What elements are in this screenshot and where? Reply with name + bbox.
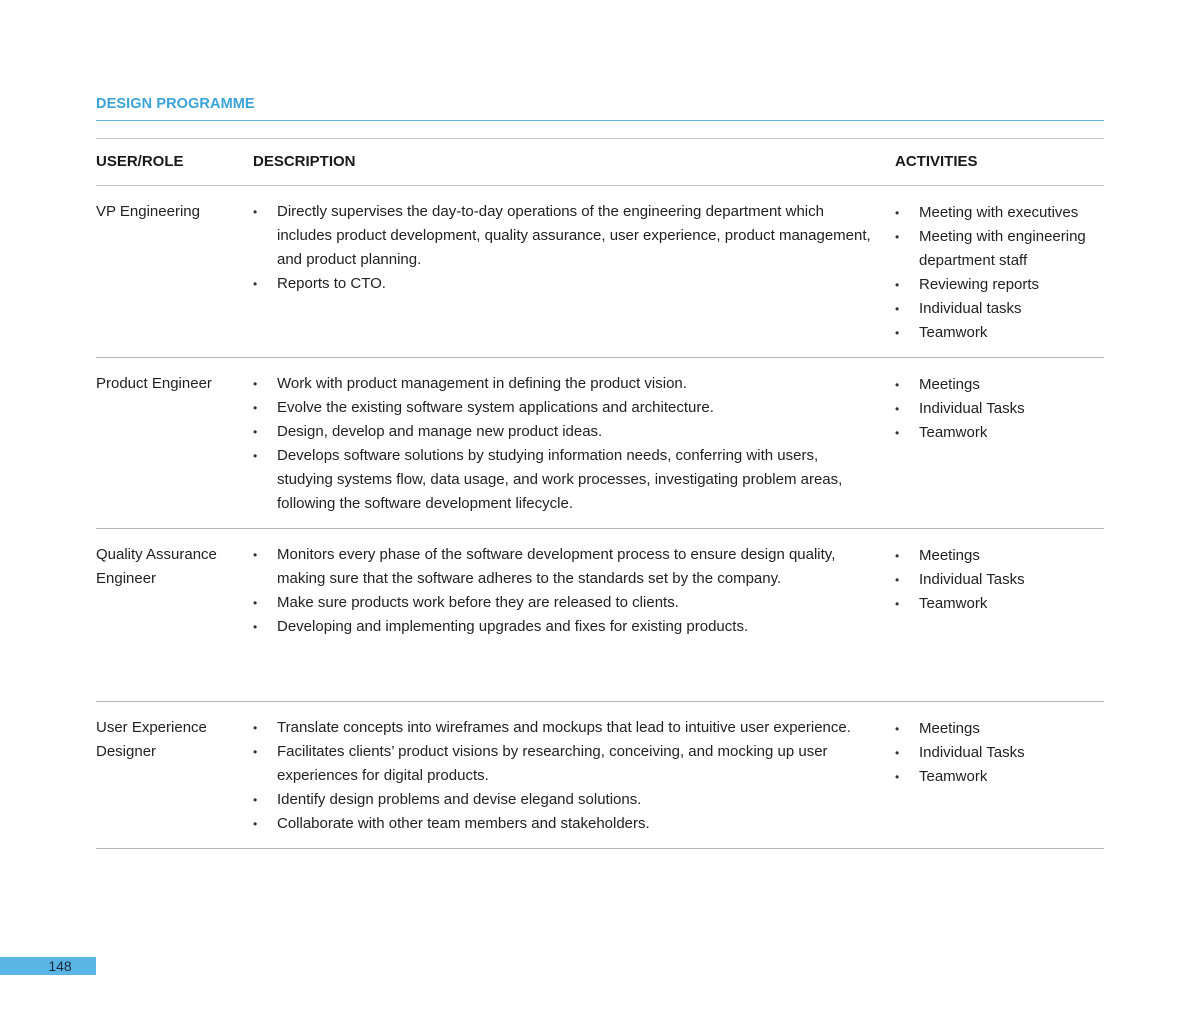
page-number bbox=[0, 957, 96, 975]
activities-list bbox=[895, 201, 1104, 345]
header-description: DESCRIPTION bbox=[253, 139, 895, 186]
description-item: • Work with product management in defining the product vision. bbox=[253, 372, 895, 396]
role-cell: VP Engineering bbox=[96, 186, 253, 358]
table-row bbox=[96, 529, 1104, 702]
activity-item: • Teamwork bbox=[895, 321, 1104, 345]
header-activities: ACTIVITIES bbox=[895, 139, 1104, 186]
activity-item: • Meetings bbox=[895, 544, 1104, 568]
description-cell bbox=[253, 529, 895, 702]
activity-item: • Individual tasks bbox=[895, 297, 1104, 321]
description-item: • Reports to CTO. bbox=[253, 272, 895, 296]
section-title: DESIGN PROGRAMME bbox=[96, 96, 255, 112]
description-item: • Facilitates clients’ product visions by researching, conceiving, and mocking up user experiences for digital products. bbox=[253, 740, 895, 788]
description-cell bbox=[253, 186, 895, 358]
description-item: • Evolve the existing software system applications and architecture. bbox=[253, 396, 895, 420]
activities-cell bbox=[895, 186, 1104, 358]
description-item: • Translate concepts into wireframes and mockups that lead to intuitive user experience. bbox=[253, 716, 895, 740]
activities-list bbox=[895, 373, 1104, 445]
activity-item: • Teamwork bbox=[895, 421, 1104, 445]
activity-item: • Individual Tasks bbox=[895, 397, 1104, 421]
description-list bbox=[253, 372, 895, 516]
role-cell: User Experience Designer bbox=[96, 702, 253, 849]
description-item: • Develops software solutions by studying information needs, conferring with users, studying systems flow, data usage, and work processes, investigating problem areas, following the software development lifecycle. bbox=[253, 444, 895, 516]
description-cell bbox=[253, 702, 895, 849]
description-item: • Monitors every phase of the software development process to ensure design quality, making sure that the software adheres to the standards set by the company. bbox=[253, 543, 895, 591]
description-item: • Make sure products work before they are released to clients. bbox=[253, 591, 895, 615]
table-header-row bbox=[96, 139, 1104, 186]
description-list bbox=[253, 543, 895, 639]
activities-cell bbox=[895, 529, 1104, 702]
description-list bbox=[253, 716, 895, 836]
activity-item: • Reviewing reports bbox=[895, 273, 1104, 297]
role-cell: Product Engineer bbox=[96, 358, 253, 529]
header-role: USER/ROLE bbox=[96, 139, 253, 186]
description-item: • Directly supervises the day-to-day operations of the engineering department which includes product development, quality assurance, user experience, product management, and product planning. bbox=[253, 200, 895, 272]
activity-item: • Meeting with executives bbox=[895, 201, 1104, 225]
description-cell bbox=[253, 358, 895, 529]
table-row bbox=[96, 186, 1104, 358]
activities-cell bbox=[895, 702, 1104, 849]
role-cell: Quality Assurance Engineer bbox=[96, 529, 253, 702]
description-item: • Collaborate with other team members and stakeholders. bbox=[253, 812, 895, 836]
activity-item: • Meetings bbox=[895, 717, 1104, 741]
description-item: • Identify design problems and devise elegand solutions. bbox=[253, 788, 895, 812]
title-divider bbox=[96, 120, 1104, 121]
table-row bbox=[96, 358, 1104, 529]
table-row bbox=[96, 702, 1104, 849]
activities-list bbox=[895, 544, 1104, 616]
activities-list bbox=[895, 717, 1104, 789]
activity-item: • Individual Tasks bbox=[895, 741, 1104, 765]
description-item: • Developing and implementing upgrades and fixes for existing products. bbox=[253, 615, 895, 639]
activity-item: • Teamwork bbox=[895, 765, 1104, 789]
page-number-label: 148 bbox=[48, 958, 72, 974]
activity-item: • Meetings bbox=[895, 373, 1104, 397]
activity-item: • Teamwork bbox=[895, 592, 1104, 616]
activity-item: • Individual Tasks bbox=[895, 568, 1104, 592]
roles-table bbox=[96, 138, 1104, 849]
activities-cell bbox=[895, 358, 1104, 529]
description-item: • Design, develop and manage new product ideas. bbox=[253, 420, 895, 444]
activity-item: • Meeting with engineering department staff bbox=[895, 225, 1104, 273]
description-list bbox=[253, 200, 895, 296]
